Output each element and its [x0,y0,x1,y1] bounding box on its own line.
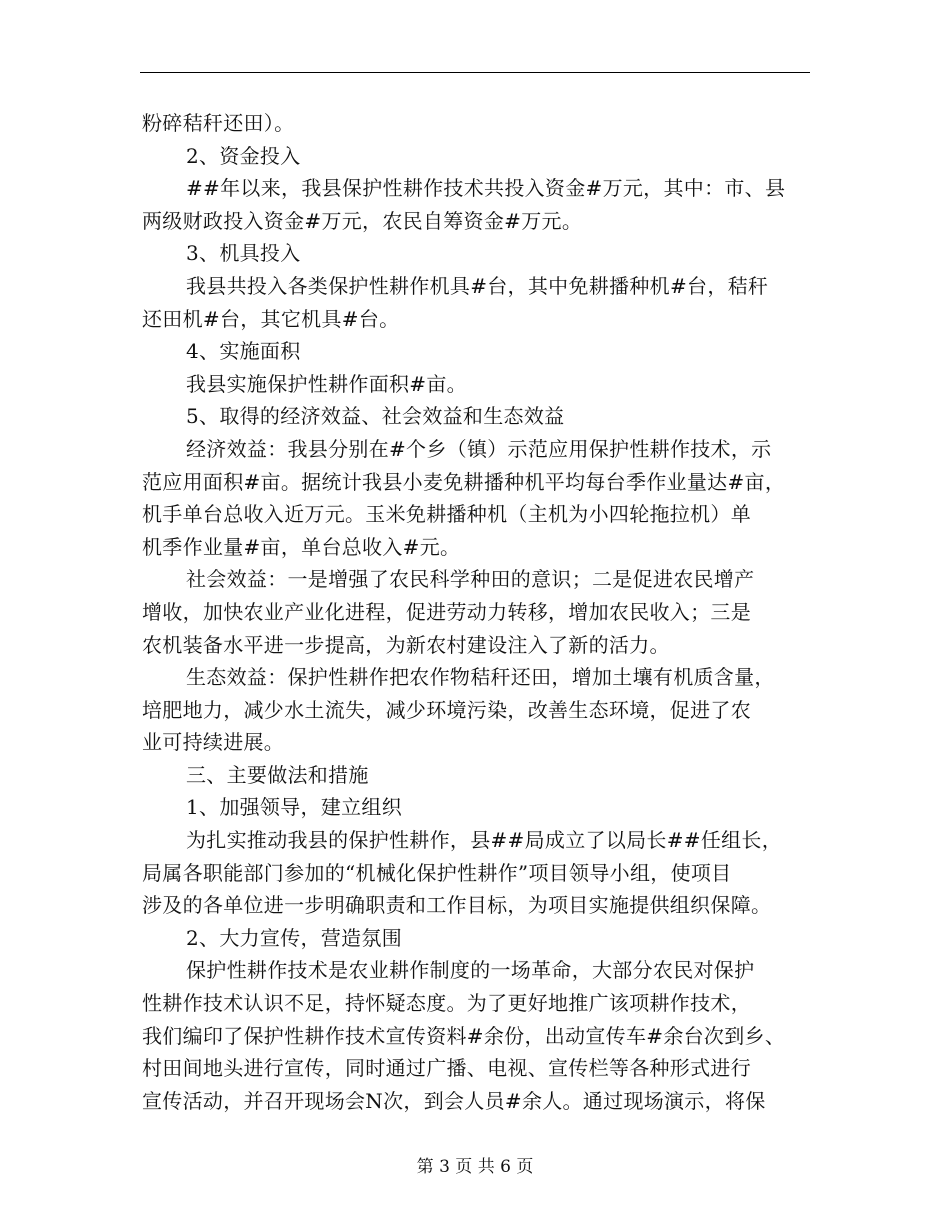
text-line: 社会效益：一是增强了农民科学种田的意识；二是促进农民增产 [186,567,755,592]
text-line: 1、加强领导，建立组织 [186,795,403,820]
text-line: 粉碎秸秆还田）。 [142,111,295,135]
text-line: 三、主要做法和措施 [186,762,369,787]
text-line: 范应用面积#亩。据统计我县小麦免耕播种机平均每台季作业量达#亩， [142,469,786,494]
document-body [142,107,810,1117]
text-line: ##年以来，我县保护性耕作技术共投入资金#万元，其中：市、县 [186,176,786,201]
text-line: 2、大力宣传，营造氛围 [186,925,403,950]
page-footer: 第 3 页 共 6 页 [416,1157,534,1177]
text-line: 经济效益：我县分别在#个乡（镇）示范应用保护性耕作技术，示 [186,436,772,461]
text-line: 2、资金投入 [186,143,301,168]
text-line: 生态效益：保护性耕作把农作物秸秆还田，增加土壤有机质含量， [186,665,775,690]
text-line: 机季作业量#亩，单台总收入#元。 [142,534,461,559]
text-line: 我县实施保护性耕作面积#亩。 [186,371,467,396]
text-line: 3、机具投入 [186,241,301,266]
text-line: 村田间地头进行宣传，同时通过广播、电视、宣传栏等各种形式进行 [142,1056,751,1081]
text-line: 涉及的各单位进一步明确职责和工作目标，为项目实施提供组织保障。 [142,893,772,918]
text-line: 培肥地力，减少水土流失，减少环境污染，改善生态环境，促进了农 [142,697,751,722]
text-line: 我们编印了保护性耕作技术宣传资料#余份，出动宣传车#余台次到乡、 [142,1023,786,1048]
text-line: 还田机#台，其它机具#台。 [142,306,400,331]
text-line: 性耕作技术认识不足，持怀疑态度。为了更好地推广该项耕作技术， [142,991,751,1016]
text-line: 我县共投入各类保护性耕作机具#台，其中免耕播种机#台，秸秆 [186,273,769,298]
text-line: 农机装备水平进一步提高，为新农村建设注入了新的活力。 [142,632,670,657]
text-line: 宣传活动，并召开现场会N次，到会人员#余人。通过现场演示，将保 [142,1088,766,1113]
text-line: 4、实施面积 [186,339,301,364]
text-line: 机手单台总收入近万元。玉米免耕播种机（主机为小四轮拖拉机）单 [142,502,751,527]
text-line: 保护性耕作技术是农业耕作制度的一场革命，大部分农民对保护 [186,958,755,983]
text-line: 5、取得的经济效益、社会效益和生态效益 [186,404,565,429]
header-rule [140,72,810,73]
text-line: 两级财政投入资金#万元，农民自筹资金#万元。 [142,208,583,233]
text-line: 增收，加快农业产业化进程，促进劳动力转移，增加农民收入；三是 [142,599,751,624]
text-line: 为扎实推动我县的保护性耕作，县##局成立了以局长##任组长， [186,828,783,853]
text-line: 业可持续进展。 [142,730,285,755]
text-line: 局属各职能部门参加的“机械化保护性耕作”项目领导小组，使项目 [142,860,732,885]
